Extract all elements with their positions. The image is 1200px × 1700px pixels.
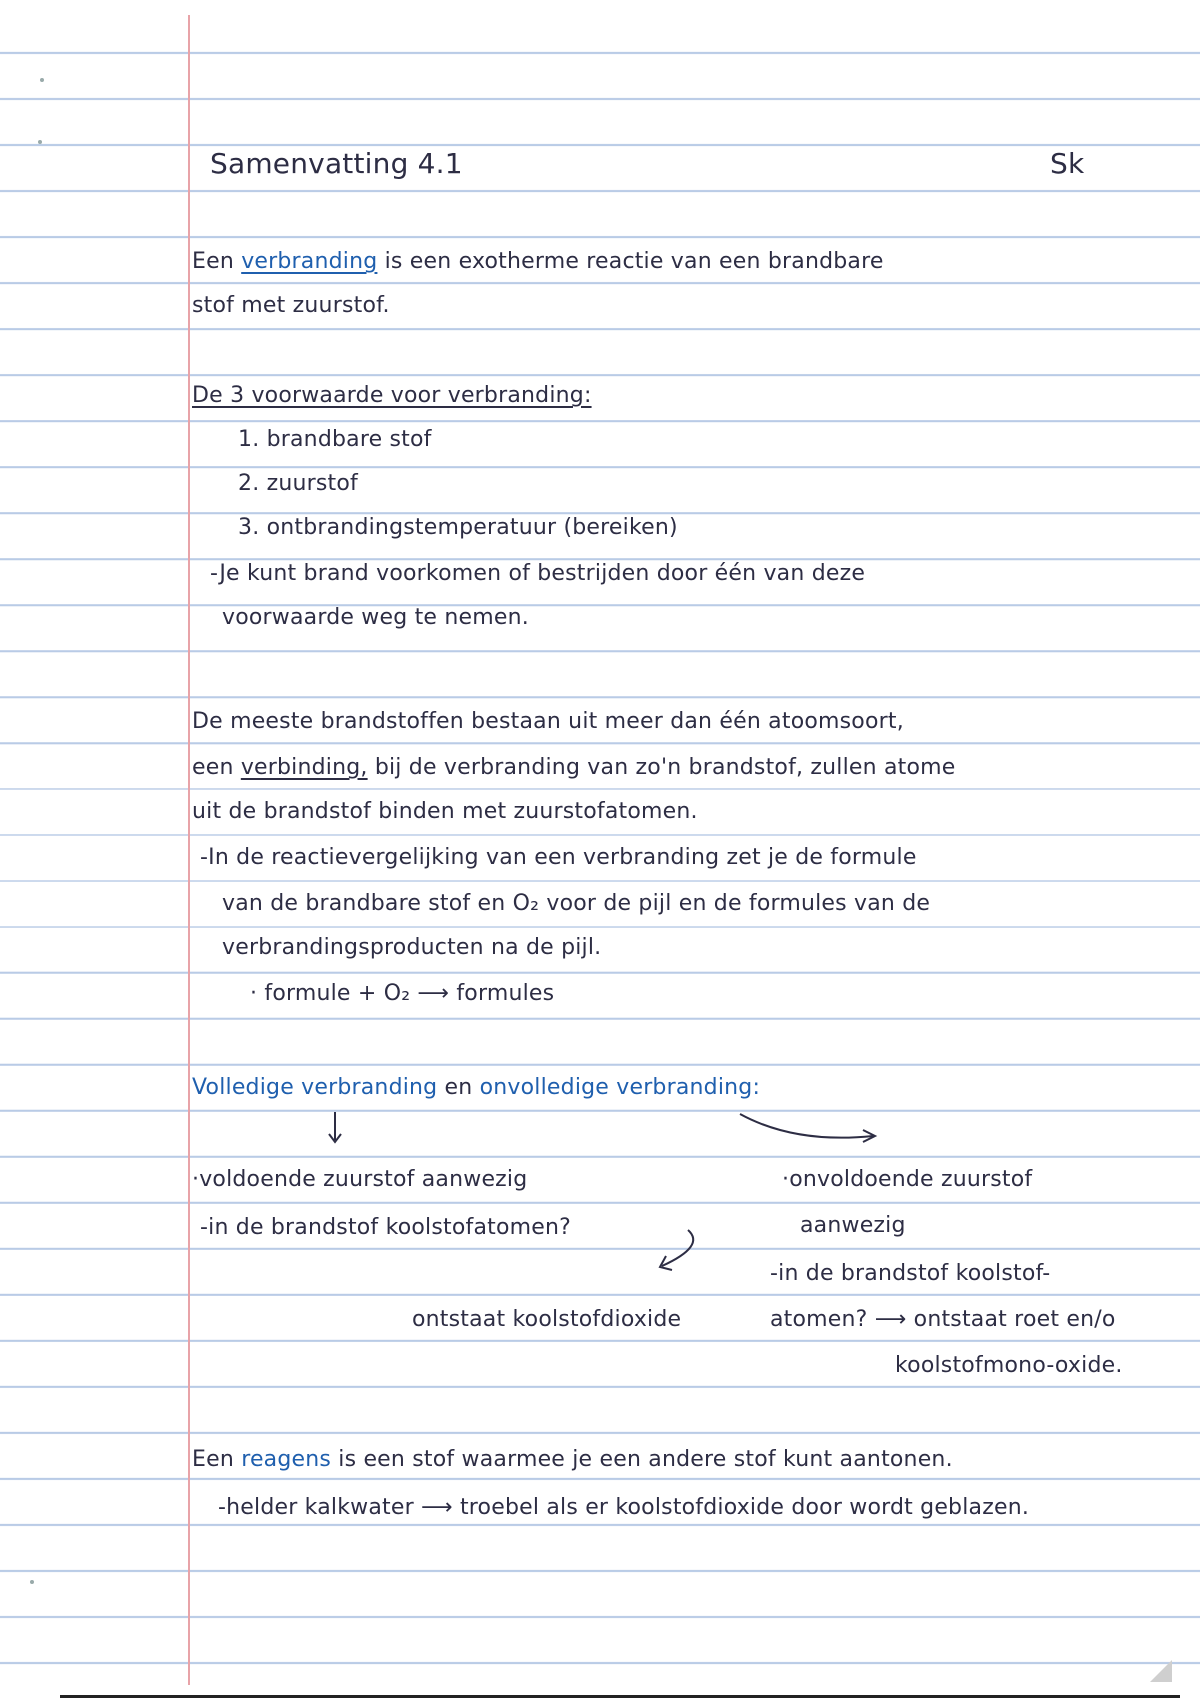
paper-speck: [38, 140, 42, 144]
definition-line-2: stof met zuurstof.: [192, 293, 390, 318]
page-bottom-edge: [60, 1695, 1180, 1698]
brandstoffen-line-3: uit de brandstof binden met zuurstofatomen.: [192, 799, 698, 824]
onvolledig-point-2b: atomen? ⟶ ontstaat roet en/o: [770, 1307, 1116, 1332]
volledig-point-2: -in de brandstof koolstofatomen?: [200, 1215, 572, 1240]
curved-arrow-icon: [648, 1226, 708, 1274]
condition-item: 3. ontbrandingstemperatuur (bereiken): [238, 515, 678, 540]
definition-reagens: [192, 1446, 953, 1474]
onvolledig-point-2: -in de brandstof koolstof-: [770, 1261, 1051, 1286]
brandstoffen-line-2: [192, 754, 956, 782]
heading-volledig: Volledige verbranding: [192, 1075, 438, 1100]
volledig-result: ontstaat koolstofdioxide: [412, 1307, 682, 1332]
brandstoffen-line-1: De meeste brandstoffen bestaan uit meer dan één atoomsoort,: [192, 709, 904, 734]
text-segment: een: [192, 755, 241, 780]
term-reagens: reagens: [241, 1447, 332, 1472]
page-title: Samenvatting 4.1: [210, 147, 463, 180]
condition-item: 1. brandbare stof: [238, 427, 432, 452]
text-segment: is een exotherme reactie van een brandbare: [377, 249, 884, 274]
heading-onvolledig: onvolledige verbranding:: [479, 1075, 761, 1100]
conditions-note: -Je kunt brand voorkomen of bestrijden door één van deze: [210, 561, 866, 586]
text-segment: en: [437, 1075, 480, 1100]
volledig-point-1: ·voldoende zuurstof aanwezig: [192, 1167, 528, 1192]
reactie-bullet: -In de reactievergelijking van een verbranding zet je de formule: [200, 845, 917, 870]
conditions-heading: De 3 voorwaarde voor verbranding:: [192, 383, 592, 408]
conditions-note-2: voorwaarde weg te nemen.: [222, 605, 529, 630]
page-corner: [1150, 1660, 1172, 1682]
term-verbinding: verbinding,: [240, 755, 368, 780]
text-segment: Een: [192, 1447, 242, 1472]
reactie-bullet-2: van de brandbare stof en O₂ voor de pijl en de formules van de: [222, 891, 931, 916]
onvolledig-point-1b: aanwezig: [800, 1213, 906, 1238]
curved-arrow-icon: [735, 1108, 885, 1148]
formula-line: · formule + O₂ ⟶ formules: [250, 981, 555, 1006]
reagens-note: -helder kalkwater ⟶ troebel als er koolstofdioxide door wordt geblazen.: [218, 1495, 1030, 1520]
onvolledig-result: koolstofmono-oxide.: [895, 1353, 1123, 1378]
paper-speck: [30, 1580, 34, 1584]
text-segment: Een: [192, 249, 242, 274]
text-segment: bij de verbranding van zo'n brandstof, zullen atome: [367, 755, 956, 780]
author-initials: Sk: [1050, 147, 1085, 180]
arrow-down-icon: [320, 1108, 350, 1148]
onvolledig-point-1: ·onvoldoende zuurstof: [782, 1167, 1033, 1192]
definition-verbranding: [192, 248, 884, 276]
text-segment: is een stof waarmee je een andere stof kunt aantonen.: [331, 1447, 953, 1472]
reactie-bullet-3: verbrandingsproducten na de pijl.: [222, 935, 602, 960]
term-verbranding: verbranding: [241, 249, 378, 274]
paper-speck: [40, 78, 44, 82]
condition-item: 2. zuurstof: [238, 471, 358, 496]
combustion-heading: [192, 1074, 760, 1102]
margin-line: [188, 15, 190, 1685]
